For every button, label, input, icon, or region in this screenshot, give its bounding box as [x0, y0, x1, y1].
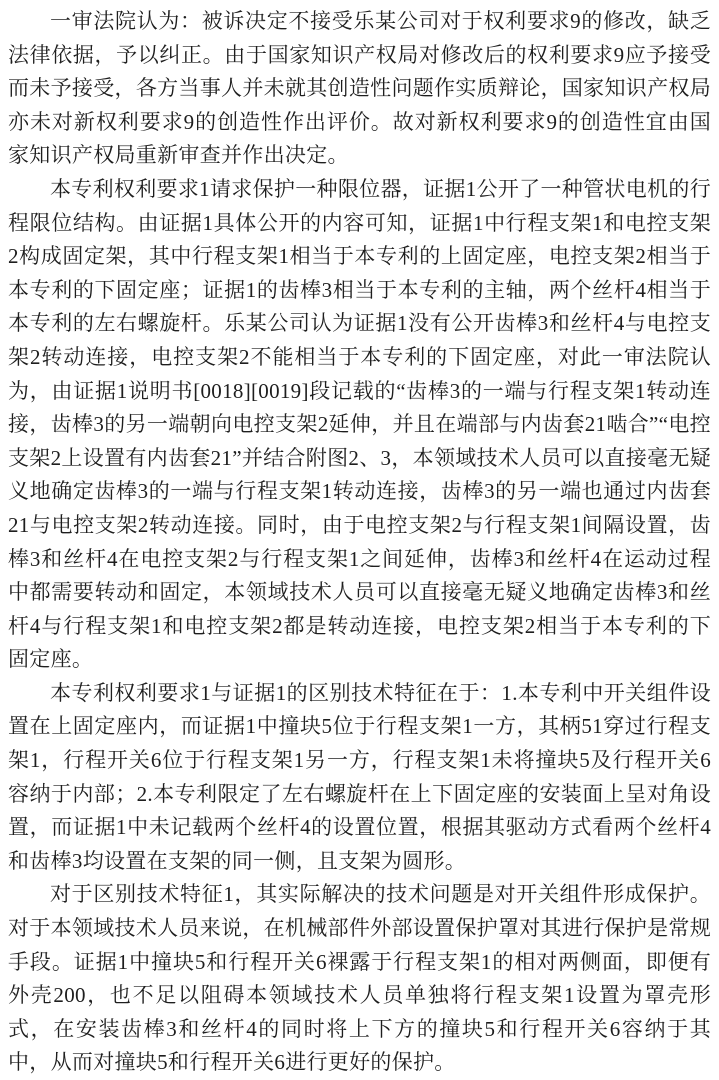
paragraph-evidence1-comparison: 本专利权利要求1请求保护一种限位器，证据1公开了一种管状电机的行程限位结构。由证据1具体公开的内容可知，证据1中行程支架1和电控支架2构成固定架，其中行程支架1相当于本专利的上固定座，电控支架2相当于本专利的下固定座；证据1的齿棒3相当于本专利的主轴，两个丝杆4相当于本专利的左右螺旋杆。乐某公司认为证据1没有公开齿棒3和丝杆4与电控支架2转动连接，电控支架2不能相当于本专利的下固定座，对此一审法院认为，由证据1说明书[0018][0019]段记载的“齿棒3的一端与行程支架1转动连接，齿棒3的另一端朝向电控支架2延伸，并且在端部与内齿套21啮合”“电控支架2上设置有内齿套21”并结合附图2、3，本领域技术人员可以直接毫无疑义地确定齿棒3的一端与行程支架1转动连接，齿棒3的另一端也通过内齿套21与电控支架2转动连接。同时，由于电控支架2与行程支架1间隔设置，齿棒3和丝杆4在电控支架2与行程支架1之间延伸，齿棒3和丝杆4在运动过程中都需要转动和固定，本领域技术人员可以直接毫无疑义地确定齿棒3和丝杆4与行程支架1和电控支架2都是转动连接，电控支架2相当于本专利的下固定座。 — [8, 176, 711, 672]
paragraph-feature1-analysis: 对于区别技术特征1，其实际解决的技术问题是对开关组件形成保护。对于本领域技术人员来说，在机械部件外部设置保护罩对其进行保护是常规手段。证据1中撞块5和行程开关6裸露于行程支架1的相对两侧面，即便有外壳200，也不足以阻碍本领域技术人员单独将行程支架1设置为罩壳形式，在安装齿棒3和丝杆4的同时将上下方的撞块5和行程开关6容纳于其中，从而对撞块5和行程开关6进行更好的保护。 — [8, 882, 711, 1075]
paragraph-distinguishing-features: 本专利权利要求1与证据1的区别技术特征在于：1.本专利中开关组件设置在上固定座内，而证据1中撞块5位于行程支架1一方，其柄51穿过行程支架1，行程开关6位于行程支架1另一方，行程支架1未将撞块5及行程开关6容纳于内部；2.本专利限定了左右螺旋杆在上下固定座的安装面上呈对角设置，而证据1中未记载两个丝杆4的设置位置，根据其驱动方式看两个丝杆4和齿棒3均设置在支架的同一侧，且支架为圆形。 — [8, 680, 711, 873]
paragraph-court-opinion-claim9: 一审法院认为：被诉决定不接受乐某公司对于权利要求9的修改，缺乏法律依据，予以纠正。由于国家知识产权局对修改后的权利要求9应予接受而未予接受，各方当事人并未就其创造性问题作实质辩论，国家知识产权局亦未对新权利要求9的创造性作出评价。故对新权利要求9的创造性宜由国家知识产权局重新审查并作出决定。 — [8, 9, 711, 168]
